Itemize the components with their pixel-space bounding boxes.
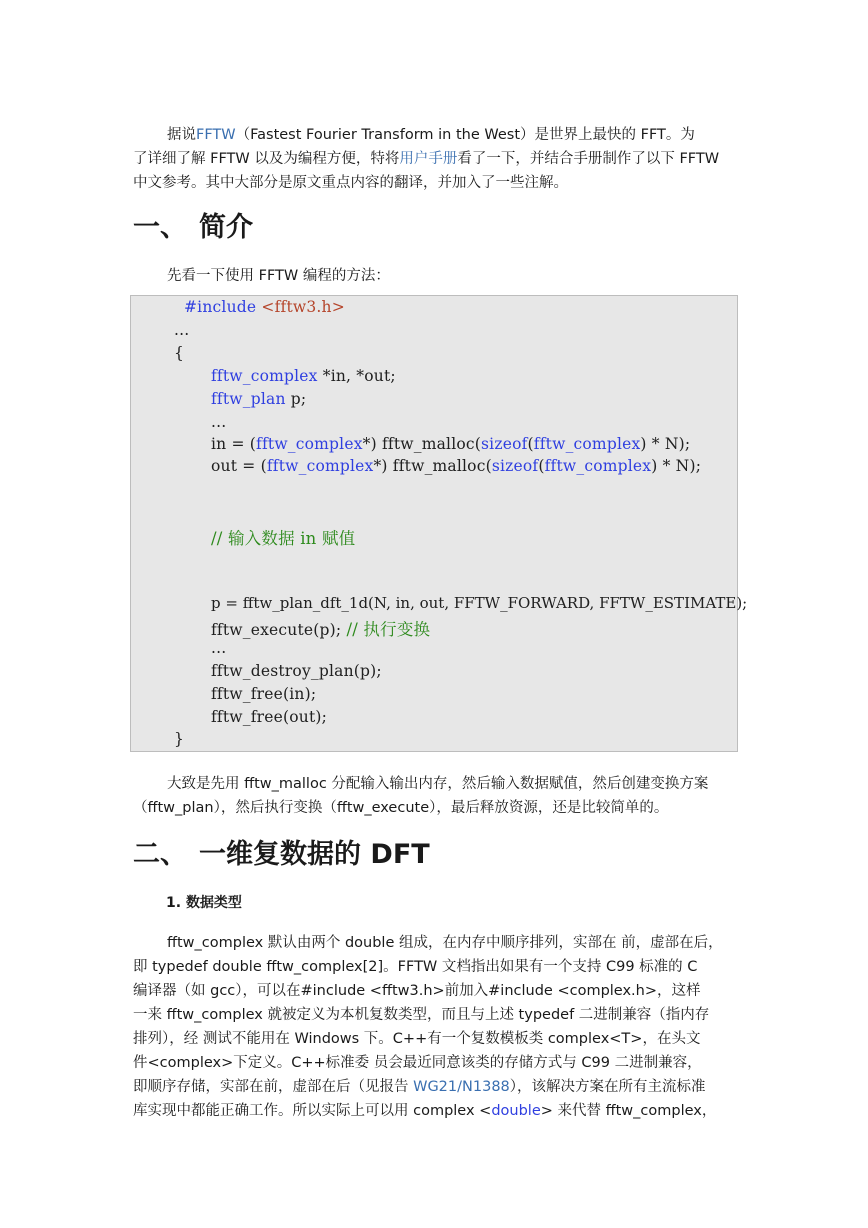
datatype-line-5: 排列），经 测试不能用在 Windows 下。C++有一个复数模板类 complex<T>，在头文 (133, 1031, 701, 1047)
section-heading-2 (133, 832, 430, 871)
code-plan-line: p = fftw_plan_dft_1d(N, in, out, FFTW_FORWARD, FFTW_ESTIMATE); (211, 594, 748, 612)
summary-line-1: 大致是先用 fftw_malloc 分配输入输出内存，然后输入数据赋值，然后创建变换方案 (167, 776, 709, 792)
wg21-n1388-link[interactable]: WG21/N1388 (413, 1079, 510, 1095)
code-include-line: #include <fftw3.h> (184, 298, 345, 316)
code-free-out: fftw_free(out); (211, 708, 328, 726)
section-number: 二、 (133, 839, 187, 870)
section-title-dft: DFT (370, 839, 430, 870)
summary-paragraph (133, 772, 739, 820)
code-dots-1: ... (211, 413, 227, 431)
code-free-in: fftw_free(in); (211, 685, 317, 703)
code-decl-plan: fftw_plan p; (211, 390, 307, 408)
datatype-paragraph (133, 931, 739, 1123)
section-title: 简介 (199, 212, 253, 243)
code-open-brace: { (174, 344, 185, 362)
code-destroy-line: fftw_destroy_plan(p); (211, 662, 382, 680)
code-close-brace: } (174, 730, 185, 748)
code-execute-line: fftw_execute(p); // 执行变换 (211, 620, 431, 639)
code-dots-top: ... (174, 321, 190, 339)
datatype-line-7: 即顺序存储，实部在前，虚部在后（见报告 WG21/N1388），该解决方案在所有主流标准 (133, 1079, 706, 1095)
code-block (130, 295, 748, 752)
method-intro: 先看一下使用 FFTW 编程的方法： (167, 268, 390, 284)
datatype-line-3: 编译器（如 gcc），可以在#include <fftw3.h>前加入#include <complex.h>，这样 (133, 983, 701, 999)
section-title: 一维复数据的 (199, 839, 371, 870)
datatype-line-4: 一来 fftw_complex 就被定义为本机复数类型，而且与上述 typedef 二进制兼容（指内存 (133, 1007, 710, 1023)
code-alloc-in: in = (fftw_complex*) fftw_malloc(sizeof(fftw_complex) * N); (211, 435, 691, 453)
code-comment-input: // 输入数据 in 赋值 (211, 529, 356, 548)
section-number: 一、 (133, 212, 187, 243)
fftw-link[interactable]: FFTW (196, 127, 236, 143)
intro-paragraph (133, 123, 739, 195)
intro-line-3: 中文参考。其中大部分是原文重点内容的翻译，并加入了一些注解。 (133, 175, 568, 191)
datatype-line-2: 即 typedef double fftw_complex[2]。FFTW 文档指出如果有一个支持 C99 标准的 C (133, 959, 698, 975)
code-alloc-out: out = (fftw_complex*) fftw_malloc(sizeof(fftw_complex) * N); (211, 457, 702, 475)
user-manual-link[interactable]: 用户手册 (399, 151, 458, 167)
section-heading-1 (133, 205, 253, 244)
code-decl-in-out: fftw_complex *in, *out; (211, 367, 396, 385)
summary-line-2: （fftw_plan），然后执行变换（fftw_execute），最后释放资源，还是比较简单的。 (133, 800, 669, 816)
intro-line-1: 据说FFTW（Fastest Fourier Transform in the West）是世界上最快的 FFT。为 (167, 127, 695, 143)
datatype-line-6: 件<complex>下定义。C++标准委 员会最近同意该类的存储方式与 C99 二进制兼容， (133, 1055, 702, 1071)
intro-line-2: 了详细了解 FFTW 以及为编程方便，特将用户手册看了一下，并结合手册制作了以下 FFTW (133, 151, 720, 167)
datatype-line-1: fftw_complex 默认由两个 double 组成，在内存中顺序排列，实部在 前，虚部在后， (167, 935, 723, 951)
code-dots-2: ... (211, 639, 227, 657)
datatype-line-8: 库实现中都能正确工作。所以实际上可以用 complex <double> 来代替 fftw_complex， (133, 1103, 717, 1119)
subsection-heading-1: 1. 数据类型 (166, 895, 242, 911)
